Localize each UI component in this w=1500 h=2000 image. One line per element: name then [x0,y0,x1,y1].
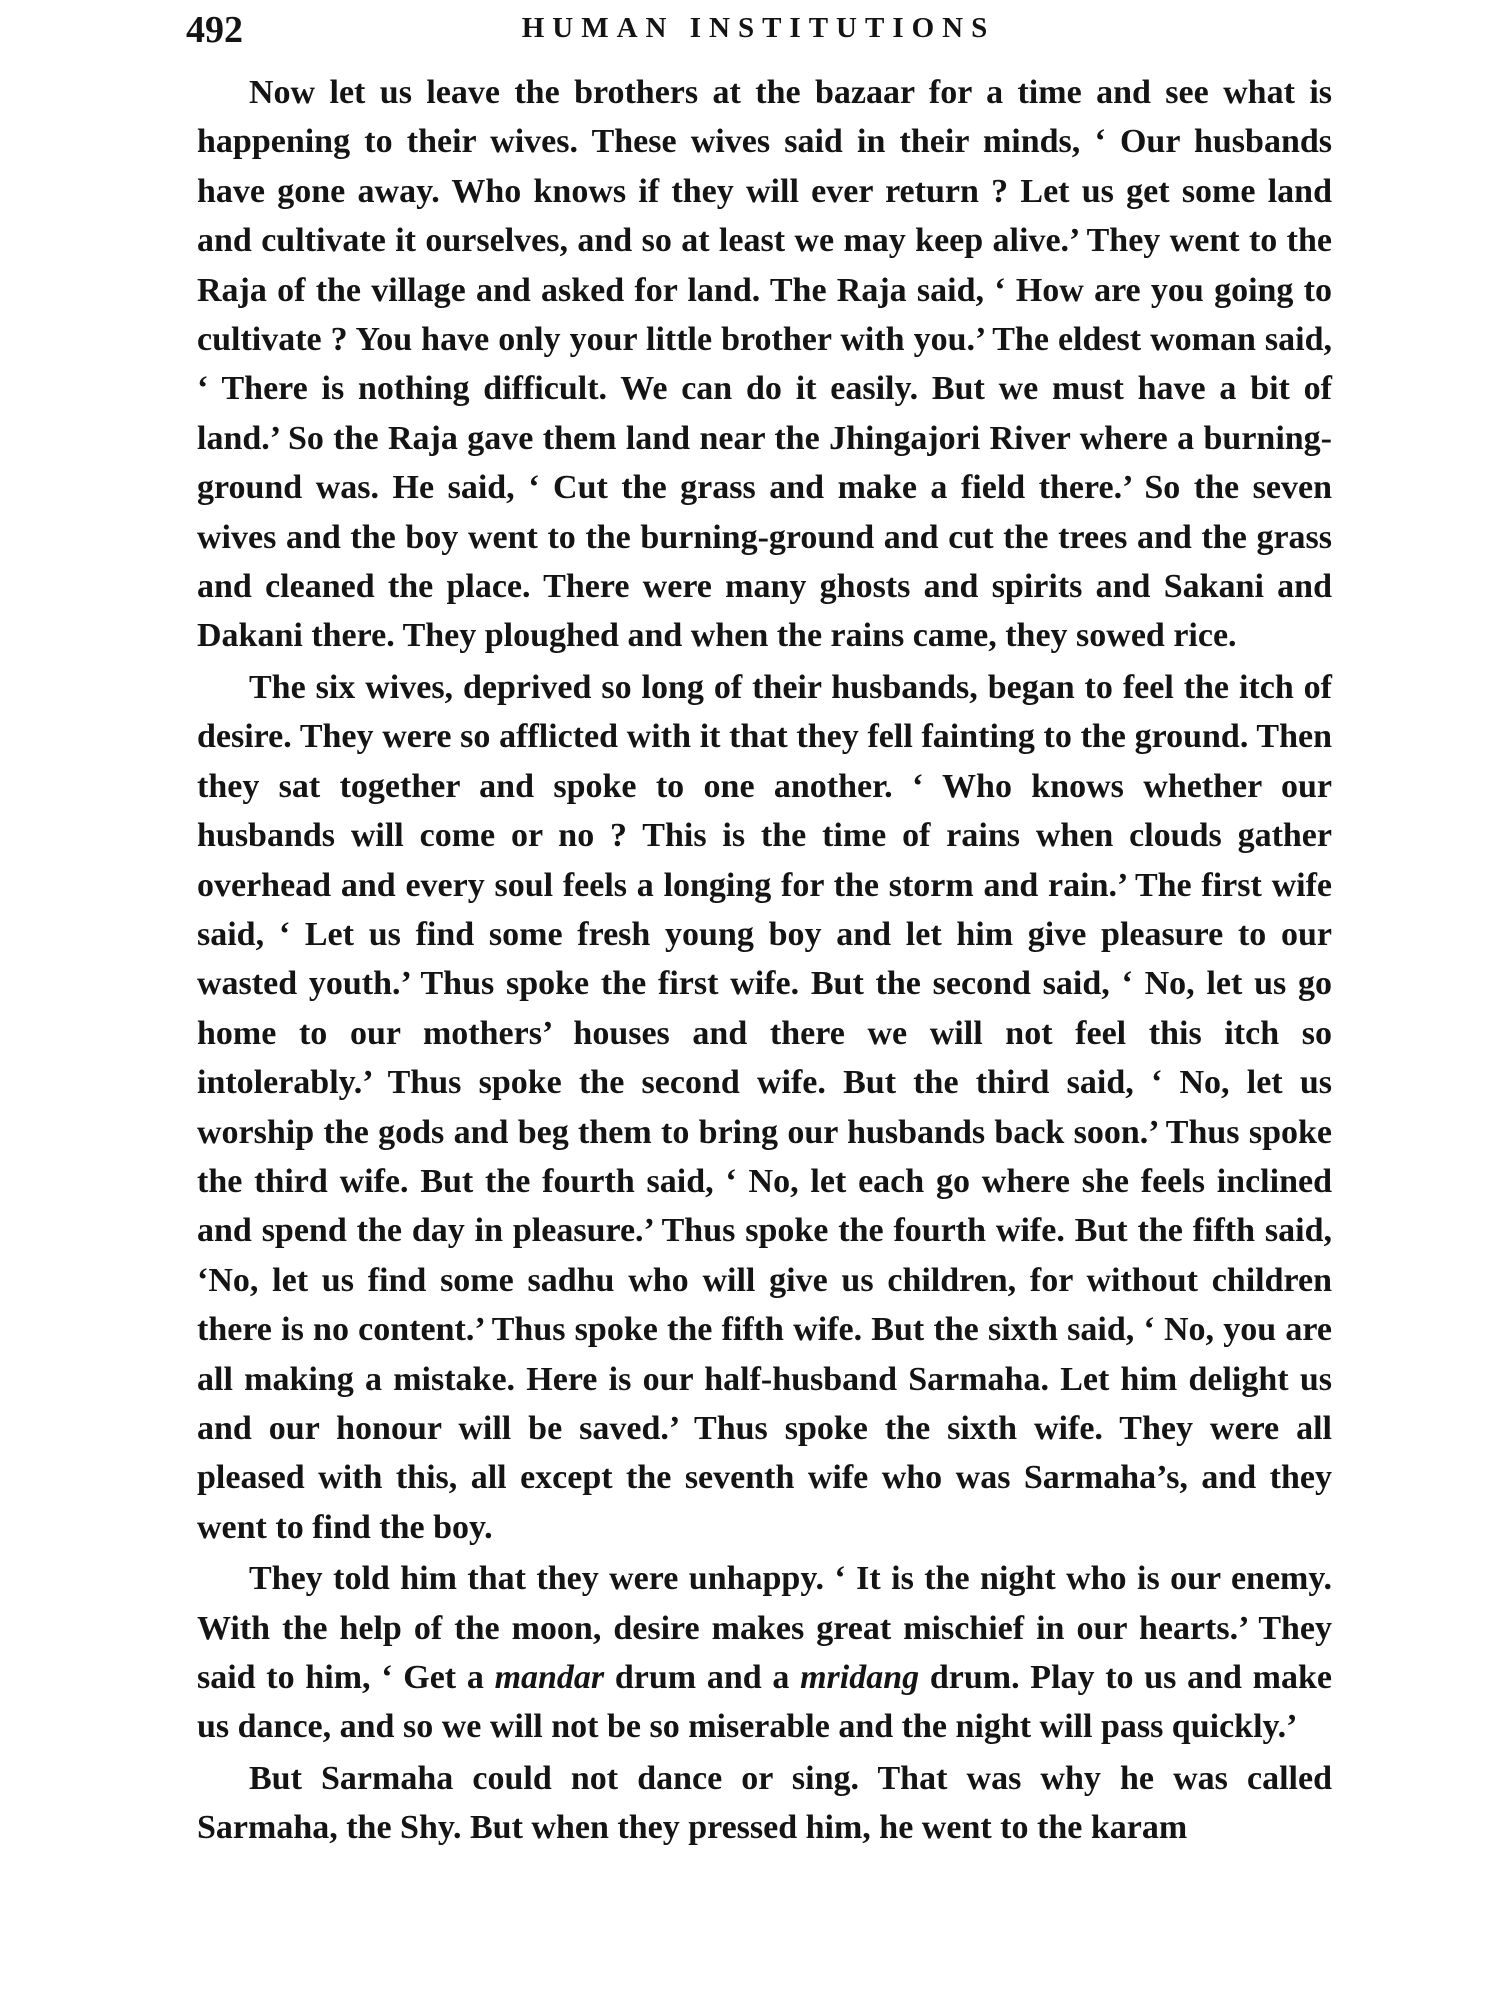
paragraph-3-text-after: drum. Play to us and make us dance, and so we will not be so miserable and the night will pass quickly.’ [197,1659,1332,1746]
paragraph-3 [197,1554,1332,1752]
body-text [197,68,1332,1853]
paragraph-4: But Sarmaha could not dance or sing. That was why he was called Sarmaha, the Shy. But when they pressed him, he went to the karam [197,1759,1332,1847]
italic-word-mandar: mandar [494,1659,605,1696]
running-head [186,8,1331,52]
paragraph-2: The six wives, deprived so long of their husbands, began to feel the itch of desire. They were so afflicted with it that they fell fainting to the ground. Then they sat together and spoke to one another. ‘ Who knows whether our husbands will come or no ? This is the time of rains when clouds gather overhead and every soul feels a longing for the storm and rain.’ The first wife said, ‘ Let us find some fresh young boy and let him give pleasure to our wasted youth.’ Thus spoke the first wife. But the second said, ‘ No, let us go home to our mothers’ houses and there we will not feel this itch so intolerably.’ Thus spoke the second wife. But the third said, ‘ No, let us worship the gods and beg them to bring our husbands back soon.’ Thus spoke the third wife. But the fourth said, ‘ No, let each go where she feels inclined and spend the day in pleasure.’ Thus spoke the fourth wife. But the fifth said, ‘No, let us find some sadhu who will give us children, for without children there is no content.’ Thus spoke the fifth wife. But the sixth said, ‘ No, you are all making a mistake. Here is our half-husband Sarmaha. Let him delight us and our honour will be saved.’ Thus spoke the sixth wife. They were all pleased with this, all except the seventh wife who was Sarmaha’s, and they went to find the boy. [197,668,1332,1546]
italic-word-mridang: mridang [800,1659,920,1696]
paragraph-3-text-middle: drum and a [604,1659,801,1696]
paragraph-1: Now let us leave the brothers at the bazaar for a time and see what is happening to their wives. These wives said in their minds, ‘ Our husbands have gone away. Who knows if they will ever return ? Let us get some land and cultivate it ourselves, and so at least we may keep alive.’ They went to the Raja of the village and asked for land. The Raja said, ‘ How are you going to cultivate ? You have only your little brother with you.’ The eldest woman said, ‘ There is nothing difficult. We can do it easily. But we must have a bit of land.’ So the Raja gave them land near the Jhingajori River where a burning-ground was. He said, ‘ Cut the grass and make a field there.’ So the seven wives and the boy went to the burning-ground and cut the trees and the grass and cleaned the place. There were many ghosts and spirits and Sakani and Dakani there. They ploughed and when the rains came, they sowed rice. [197,74,1332,655]
paragraph-3-text-before: They told him that they were unhappy. ‘ It is the night who is our enemy. With the help of the moon, desire makes great mischief in our hearts.’ They said to him, ‘ Get a [197,1560,1332,1696]
running-title: HUMAN INSTITUTIONS [521,12,996,44]
page-number: 492 [186,9,243,51]
